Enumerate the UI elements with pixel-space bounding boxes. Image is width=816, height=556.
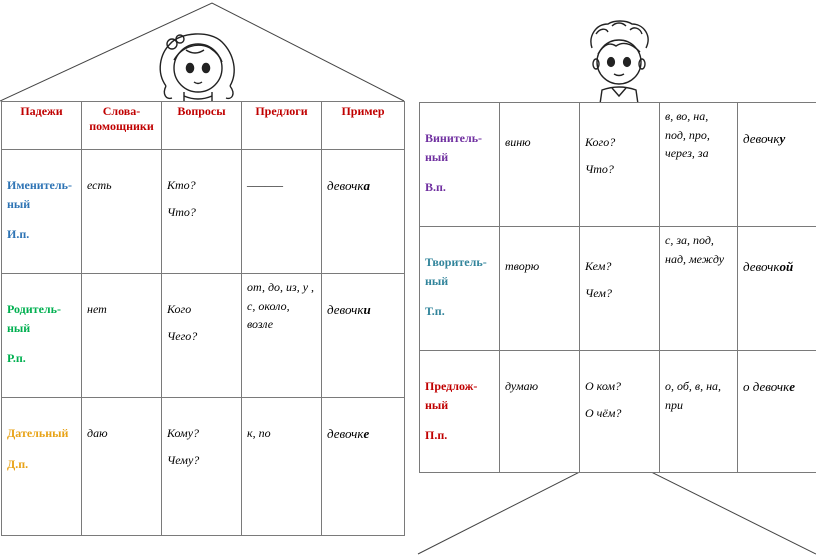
boy-illustration	[582, 18, 656, 104]
prepositions-cell: в, во, на, под, про, через, за	[660, 103, 738, 227]
case-abbr: П.п.	[425, 428, 448, 443]
table-row	[420, 351, 816, 473]
case-name-cell	[420, 103, 500, 227]
case-abbr: В.п.	[425, 180, 446, 195]
question-1: Кого	[167, 302, 192, 316]
case-name: Дательный	[7, 426, 69, 440]
question-1: Кто?	[167, 178, 196, 192]
helper-word: творю	[505, 259, 540, 273]
helper-cell	[82, 274, 162, 398]
header-questions: Вопросы	[162, 102, 242, 150]
cases-table-left	[1, 101, 405, 536]
case-name: Именитель-ный	[7, 178, 72, 211]
questions-cell	[580, 103, 660, 227]
prepositions-cell: о, об, в, на, при	[660, 351, 738, 473]
prepositions-cell: от, до, из, у , с, около, возле	[242, 274, 322, 398]
helper-cell	[500, 227, 580, 351]
cases-table-right	[419, 102, 816, 473]
header-prepositions: Предлоги	[242, 102, 322, 150]
question-1: О ком?	[585, 379, 622, 393]
question-1: Кому?	[167, 426, 200, 440]
case-name: Винитель-ный	[425, 131, 483, 164]
example-cell	[738, 227, 816, 351]
example-word: девочку	[743, 131, 786, 146]
table-row	[420, 103, 816, 227]
case-abbr: И.п.	[7, 227, 30, 242]
questions-cell	[162, 274, 242, 398]
question-2: Чему?	[167, 452, 200, 467]
questions-cell	[580, 351, 660, 473]
case-name: Предлож-ный	[425, 379, 478, 412]
helper-cell	[82, 398, 162, 536]
helper-word: виню	[505, 135, 531, 149]
case-name-cell	[2, 150, 82, 274]
helper-cell	[82, 150, 162, 274]
helper-cell	[500, 351, 580, 473]
case-abbr: Р.п.	[7, 351, 26, 366]
case-name-cell	[420, 351, 500, 473]
prepositions-blank: ______	[247, 174, 283, 188]
helper-word: думаю	[505, 379, 539, 393]
example-word: девочки	[327, 302, 371, 317]
prepositions-cell	[242, 150, 322, 274]
header-cases: Падежи	[2, 102, 82, 150]
header-row	[2, 102, 405, 150]
questions-cell	[580, 227, 660, 351]
table-row	[2, 398, 405, 536]
header-example: Пример	[322, 102, 405, 150]
question-2: Что?	[585, 161, 614, 176]
header-helper-words: Слова-помощники	[82, 102, 162, 150]
example-cell	[738, 103, 816, 227]
case-name-cell	[2, 274, 82, 398]
case-name-cell	[420, 227, 500, 351]
example-word: девочка	[327, 178, 370, 193]
case-abbr: Т.п.	[425, 304, 445, 319]
table-row	[2, 274, 405, 398]
helper-word: нет	[87, 302, 107, 316]
table-row	[2, 150, 405, 274]
example-word: девочке	[327, 426, 370, 441]
case-abbr: Д.п.	[7, 456, 29, 471]
question-2: Чего?	[167, 328, 198, 343]
girl-illustration	[152, 24, 244, 106]
question-2: Чем?	[585, 285, 612, 300]
prepositions-cell: с, за, под, над, между	[660, 227, 738, 351]
table-row	[420, 227, 816, 351]
example-cell	[738, 351, 816, 473]
case-name: Родитель-ный	[7, 302, 61, 335]
question-2: О чём?	[585, 405, 622, 420]
case-name-cell	[2, 398, 82, 536]
question-1: Кем?	[585, 259, 612, 273]
case-name: Творитель-ный	[425, 255, 487, 288]
example-word: девочкой	[743, 259, 794, 274]
example-cell	[322, 274, 405, 398]
example-word: о девочке	[743, 379, 795, 394]
prepositions-cell: к, по	[242, 398, 322, 536]
example-cell	[322, 150, 405, 274]
example-cell	[322, 398, 405, 536]
helper-word: есть	[87, 178, 112, 192]
questions-cell	[162, 398, 242, 536]
question-1: Кого?	[585, 135, 616, 149]
helper-cell	[500, 103, 580, 227]
question-2: Что?	[167, 204, 196, 219]
questions-cell	[162, 150, 242, 274]
helper-word: даю	[87, 426, 108, 440]
